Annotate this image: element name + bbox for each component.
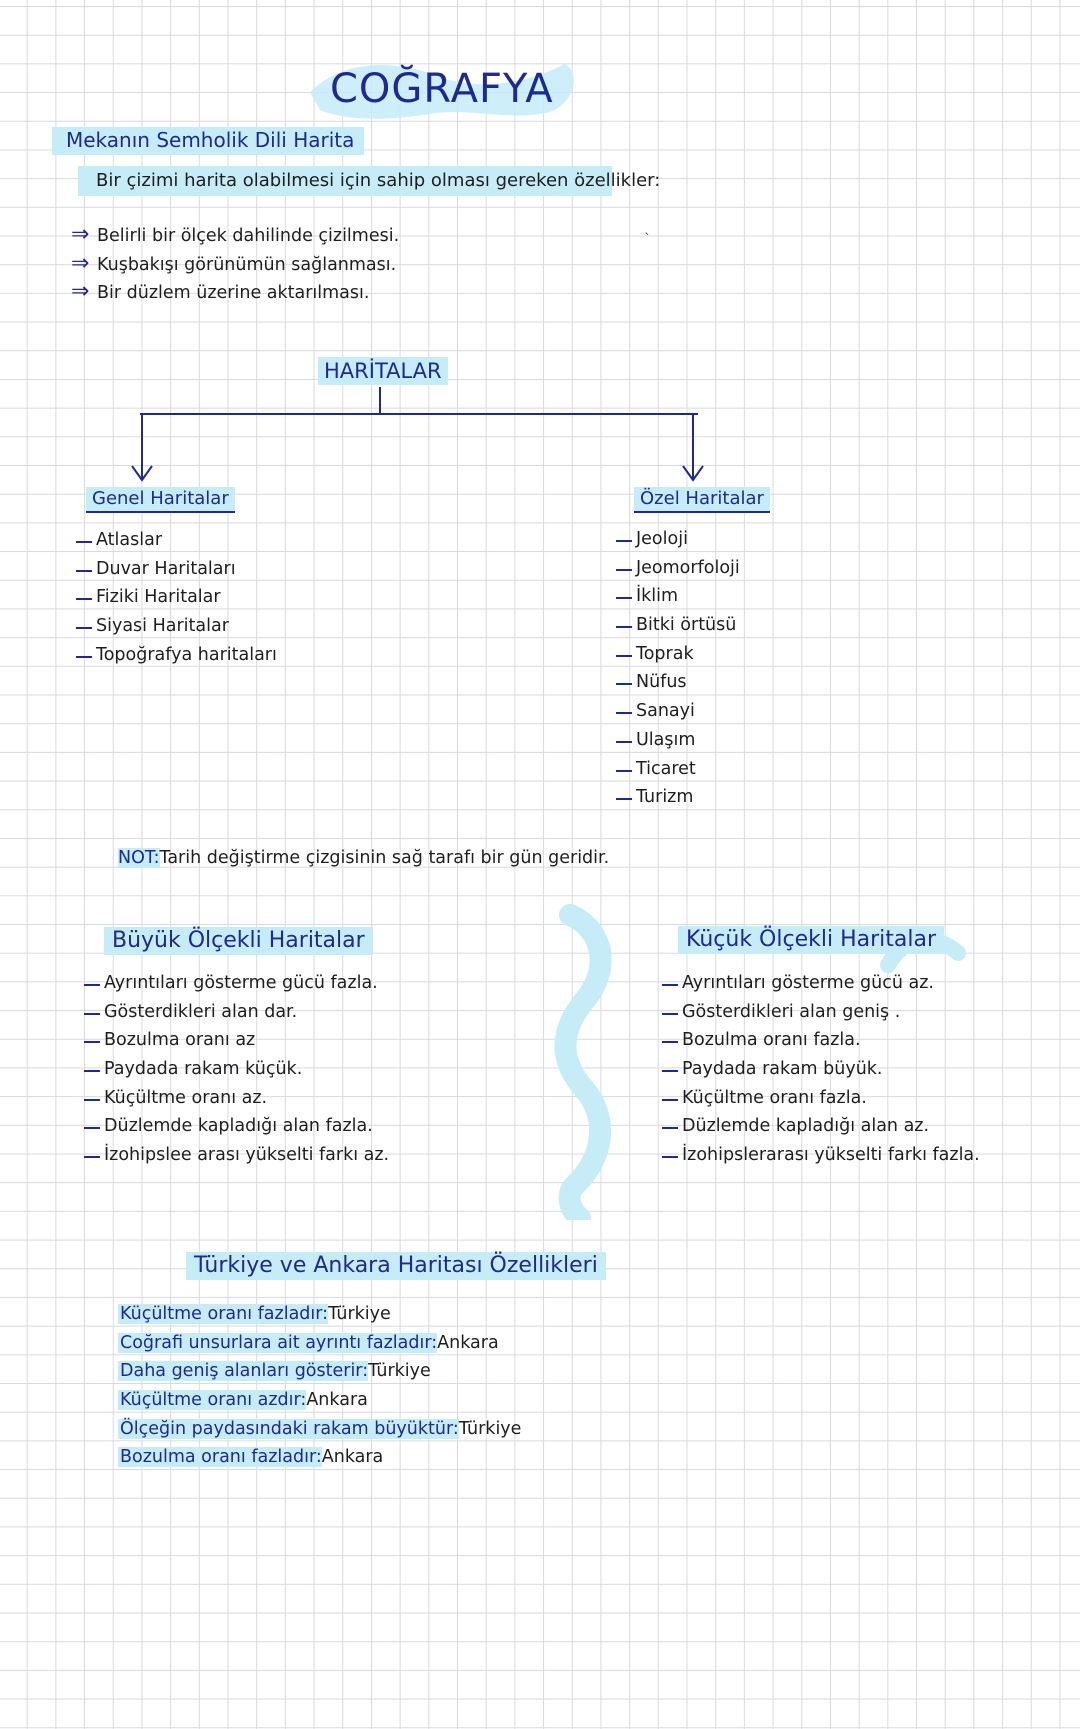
list-item: Atlaslar bbox=[96, 526, 277, 555]
list-item: Sanayi bbox=[636, 697, 740, 726]
list-item: Jeoloji bbox=[636, 525, 740, 554]
small-scale-title: Küçük Ölçekli Haritalar bbox=[678, 926, 944, 954]
note-label: NOT: bbox=[118, 848, 160, 868]
comparison-key: Ölçeğin paydasındaki rakam büyüktür: bbox=[120, 1418, 459, 1439]
comparison-key: Daha geniş alanları gösterir: bbox=[120, 1361, 369, 1382]
comparison-row bbox=[118, 1415, 521, 1444]
list-item: Düzlemde kapladığı alan az. bbox=[682, 1112, 980, 1141]
list-item: Nüfus bbox=[636, 668, 740, 697]
wave-decoration bbox=[540, 900, 620, 1220]
list-item: İzohipslee arası yükselti farkı az. bbox=[104, 1141, 389, 1170]
tree-root-label: HARİTALAR bbox=[318, 357, 448, 385]
comparison-value: Ankara bbox=[437, 1332, 499, 1353]
small-scale-list bbox=[682, 969, 980, 1170]
list-item: Topoğrafya haritaları bbox=[96, 641, 277, 670]
list-item: Jeomorfoloji bbox=[636, 554, 740, 583]
comparison-row bbox=[118, 1329, 521, 1358]
note-text: Tarih değiştirme çizgisinin sağ tarafı bir gün geridir. bbox=[159, 848, 610, 868]
stray-mark: ` bbox=[644, 232, 651, 248]
list-item: Paydada rakam büyük. bbox=[682, 1055, 980, 1084]
list-item: Ayrıntıları gösterme gücü az. bbox=[682, 969, 980, 998]
list-item: Paydada rakam küçük. bbox=[104, 1055, 389, 1084]
intro-item: ⇒ Bir düzlem üzerine aktarılması. bbox=[97, 279, 399, 308]
list-item: Toprak bbox=[636, 640, 740, 669]
list-item: Küçültme oranı az. bbox=[104, 1084, 389, 1113]
turkiye-ankara-list bbox=[118, 1300, 521, 1472]
page-title: COĞRAFYA bbox=[330, 66, 554, 112]
list-item: Bitki örtüsü bbox=[636, 611, 740, 640]
turkiye-ankara-title: Türkiye ve Ankara Haritası Özellikleri bbox=[186, 1252, 606, 1280]
list-item: İzohipslerarası yükselti farkı fazla. bbox=[682, 1141, 980, 1170]
list-item: Bozulma oranı az bbox=[104, 1026, 389, 1055]
large-scale-list bbox=[104, 969, 389, 1170]
list-item: Düzlemde kapladığı alan fazla. bbox=[104, 1112, 389, 1141]
comparison-key: Coğrafi unsurlara ait ayrıntı fazladır: bbox=[120, 1332, 438, 1353]
list-item: Turizm bbox=[636, 783, 740, 812]
comparison-row bbox=[118, 1443, 521, 1472]
comparison-value: Türkiye bbox=[368, 1361, 431, 1382]
comparison-row bbox=[118, 1357, 521, 1386]
comparison-value: Ankara bbox=[306, 1390, 368, 1411]
list-item: Gösterdikleri alan dar. bbox=[104, 998, 389, 1027]
list-item: Küçültme oranı fazla. bbox=[682, 1084, 980, 1113]
comparison-value: Türkiye bbox=[458, 1418, 522, 1439]
list-item: Ulaşım bbox=[636, 726, 740, 755]
comparison-key: Küçültme oranı fazladır: bbox=[120, 1304, 329, 1324]
comparison-row bbox=[118, 1386, 521, 1415]
special-maps-list bbox=[636, 525, 740, 812]
tree-left-label: Genel Haritalar bbox=[86, 487, 235, 513]
list-item: Ticaret bbox=[636, 755, 740, 784]
intro-item: ⇒ Belirli bir ölçek dahilinde çizilmesi. bbox=[97, 222, 399, 251]
comparison-key: Küçültme oranı azdır: bbox=[120, 1390, 307, 1411]
list-item: Gösterdikleri alan geniş . bbox=[682, 998, 980, 1027]
comparison-value: Ankara bbox=[321, 1447, 384, 1468]
intro-sentence: Bir çizimi harita olabilmesi için sahip olması gereken özellikler: bbox=[78, 166, 612, 196]
intro-item: ⇒ Kuşbakışı görünümün sağlanması. bbox=[97, 251, 399, 280]
general-maps-list bbox=[96, 526, 277, 669]
subtitle: Mekanın Semholik Dili Harita bbox=[52, 127, 364, 155]
list-item: Duvar Haritaları bbox=[96, 555, 277, 584]
list-item: Fiziki Haritalar bbox=[96, 583, 277, 612]
large-scale-title: Büyük Ölçekli Haritalar bbox=[104, 927, 373, 955]
note bbox=[118, 844, 609, 872]
comparison-row bbox=[118, 1300, 521, 1329]
list-item: İklim bbox=[636, 582, 740, 611]
list-item: Ayrıntıları gösterme gücü fazla. bbox=[104, 969, 389, 998]
comparison-key: Bozulma oranı fazladır: bbox=[120, 1447, 322, 1468]
list-item: Siyasi Haritalar bbox=[96, 612, 277, 641]
list-item: Bozulma oranı fazla. bbox=[682, 1026, 980, 1055]
comparison-value: Türkiye bbox=[328, 1304, 391, 1324]
tree-right-label: Özel Haritalar bbox=[634, 487, 770, 513]
